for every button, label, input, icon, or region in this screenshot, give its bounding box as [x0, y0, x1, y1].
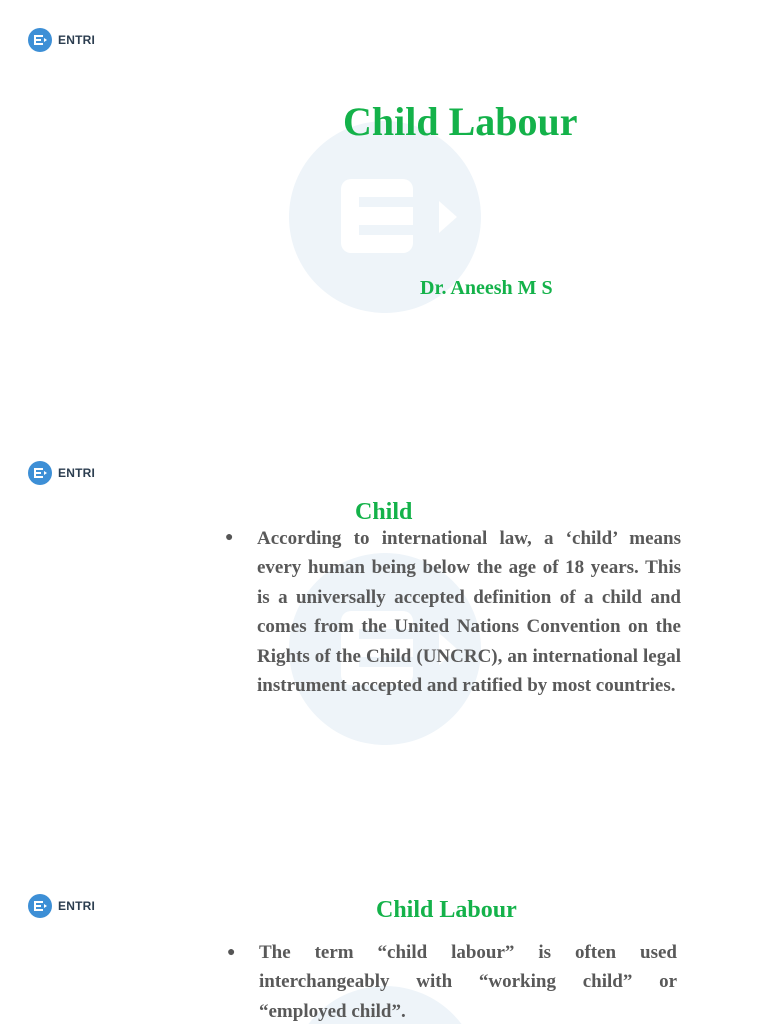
- entri-logo: [28, 461, 95, 485]
- author-name: Dr. Aneesh M S: [420, 277, 553, 299]
- bullet-text: According to international law, a ‘child’ means every human being below the age of 18 years. This is a universally accepted definition of a child and comes from the United Nations Convention on the Rights of the Child (UNCRC), an international legal instrument accepted and ratified by most countries.: [257, 528, 681, 697]
- entri-logo-icon: [28, 28, 52, 52]
- section-heading: Child Labour: [376, 897, 517, 923]
- bullet-dot-icon: ●: [227, 945, 236, 960]
- page-title: Child Labour: [343, 99, 578, 144]
- bullet-text: The term “child labour” is often used interchangeably with “working child” or “employed child”.: [259, 942, 677, 1022]
- entri-logo: [28, 894, 95, 918]
- section-heading: Child: [355, 499, 413, 525]
- bullet-dot-icon: ●: [225, 530, 234, 545]
- slide-child: [0, 433, 768, 866]
- entri-logo-icon: [28, 894, 52, 918]
- entri-logo: [28, 28, 95, 52]
- entri-logo-icon: [28, 461, 52, 485]
- slide-title: [0, 0, 768, 433]
- slide-child-labour: [0, 866, 768, 1024]
- entri-logo-text: ENTRI: [58, 899, 95, 913]
- entri-logo-text: ENTRI: [58, 33, 95, 47]
- entri-logo-text: ENTRI: [58, 466, 95, 480]
